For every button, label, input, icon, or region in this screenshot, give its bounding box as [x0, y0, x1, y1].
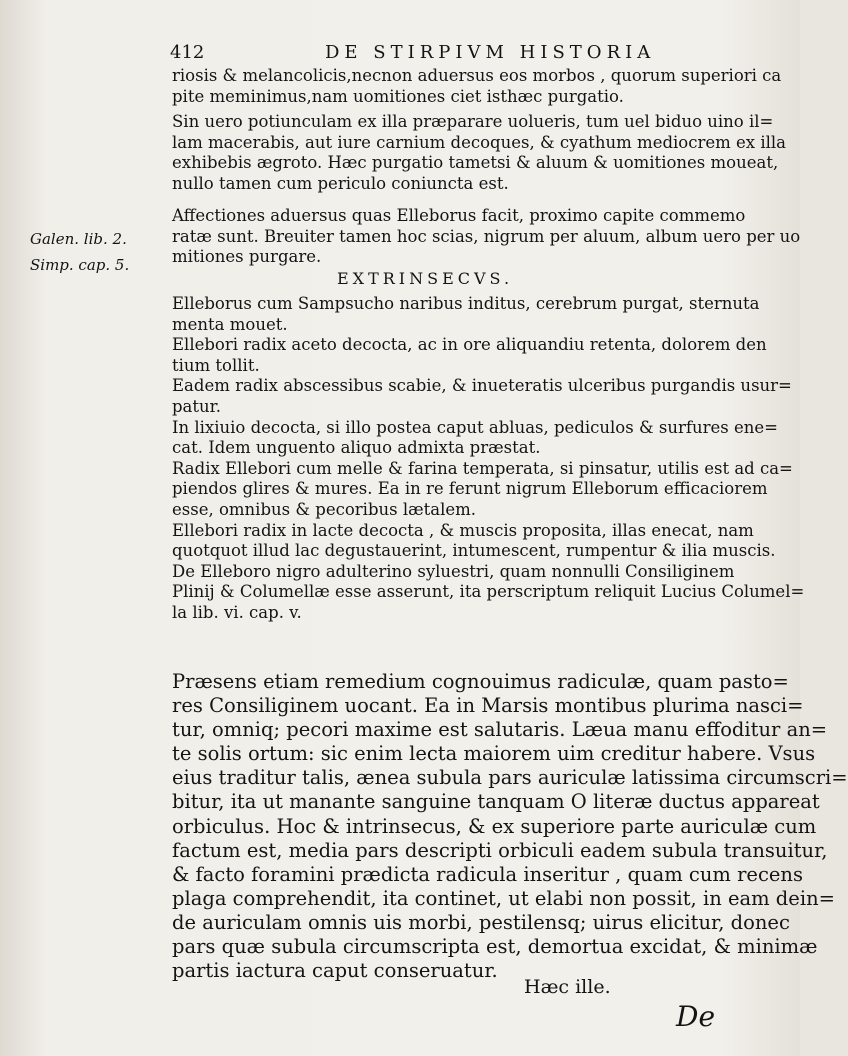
margin-note [30, 226, 150, 278]
text-line: menta mouet. [172, 314, 288, 334]
text-line: riosis & melancolicis,necnon aduersus eos morbos , quorum superiori ca [172, 66, 782, 85]
paragraph-affections [172, 206, 801, 268]
margin-note-line: Simp. cap. 5. [30, 256, 130, 274]
text-line: res Consiliginem uocant. Ea in Marsis montibus plurima nasci= [172, 694, 804, 718]
text-line: tium tollit. [172, 355, 260, 375]
text-line: bitur, ita ut manante sanguine tanquam O literæ ductus appareat [172, 790, 820, 814]
text-line: Ellebori radix aceto decocta, ac in ore aliquandiu retenta, dolorem den [172, 335, 767, 355]
text-line: mitiones purgare. [172, 247, 322, 267]
section-heading: EXTRINSECVS. [337, 269, 514, 288]
paragraph-potion [172, 112, 787, 194]
text-line: exhibebis ægroto. Hæc purgatio tametsi & aluum & uomitiones moueat, [172, 153, 779, 173]
paragraph-continuation [172, 66, 780, 107]
paragraph-extrinsecus [172, 294, 805, 624]
text-line: Elleborus cum Sampsucho naribus inditus, cerebrum purgat, sternuta [172, 294, 760, 313]
page-number: 412 [170, 42, 205, 63]
text-line: Ellebori radix in lacte decocta , & muscis proposita, illas enecat, nam [172, 520, 754, 540]
text-line: tur, omniq; pecori maxime est salutaris. Læua manu effoditur an= [172, 718, 828, 742]
text-line: plaga comprehendit, ita continet, ut elabi non possit, in eam dein= [172, 886, 835, 910]
quotation-columella [172, 670, 848, 983]
text-line: Plinij & Columellæ esse asserunt, ita perscriptum reliquit Lucius Columel= [172, 582, 805, 602]
text-line: De Elleboro nigro adulterino syluestri, quam nonnulli Consiliginem [172, 561, 735, 581]
text-line: piendos glires & mures. Ea in re ferunt nigrum Elleborum efficaciorem [172, 479, 768, 499]
text-line: Sin uero potiunculam ex illa præparare uolueris, tum uel biduo uino il= [172, 112, 774, 131]
text-line: lam macerabis, aut iure carnium decoques, & cyathum mediocrem ex illa [172, 132, 787, 152]
text-line: Eadem radix abscessibus scabie, & inueteratis ulceribus purgandis usur= [172, 376, 792, 396]
text-line: ratæ sunt. Breuiter tamen hoc scias, nigrum per aluum, album uero per uo [172, 226, 801, 246]
margin-note-line: Galen. lib. 2. [30, 230, 127, 248]
text-line: Præsens etiam remedium cognouimus radiculæ, quam pasto= [172, 670, 789, 693]
catchword: De [676, 1000, 716, 1033]
running-header [170, 42, 770, 68]
text-line: factum est, media pars descripti orbiculi eadem subula transuitur, [172, 838, 828, 862]
quotation-signature: Hæc ille. [524, 976, 611, 998]
text-line: nullo tamen cum periculo coniuncta est. [172, 173, 509, 193]
text-line: In lixiuio decocta, si illo postea caput abluas, pediculos & surfures ene= [172, 417, 778, 437]
text-line: Affectiones aduersus quas Elleborus facit, proximo capite commemo [172, 206, 746, 225]
text-line: eius traditur talis, ænea subula pars auriculæ latissima circumscri= [172, 766, 848, 790]
text-line: pars quæ subula circumscripta est, demortua excidat, & minimæ [172, 935, 818, 959]
text-line: cat. Idem unguento aliquo admixta præstat. [172, 438, 541, 458]
text-line: te solis ortum: sic enim lecta maiorem uim creditur habere. Vsus [172, 742, 816, 766]
running-title: DE STIRPIVM HISTORIA [325, 42, 656, 63]
text-line: quotquot illud lac degustauerint, intumescent, rumpentur & ilia muscis. [172, 541, 776, 561]
text-line: de auriculam omnis uis morbi, pestilensq; uirus elicitur, donec [172, 910, 790, 934]
text-line: pite meminimus,nam uomitiones ciet isthæc purgatio. [172, 86, 624, 106]
text-line: patur. [172, 396, 221, 416]
text-line: & facto foramini prædicta radicula inseritur , quam cum recens [172, 862, 803, 886]
text-line: esse, omnibus & pecoribus lætalem. [172, 499, 477, 519]
text-line: la lib. vi. cap. v. [172, 602, 302, 622]
text-line: Radix Ellebori cum melle & farina temperata, si pinsatur, utilis est ad ca= [172, 458, 793, 478]
text-line: orbiculus. Hoc & intrinsecus, & ex superiore parte auriculæ cum [172, 814, 817, 838]
text-line: partis iactura caput conseruatur. [172, 959, 498, 983]
